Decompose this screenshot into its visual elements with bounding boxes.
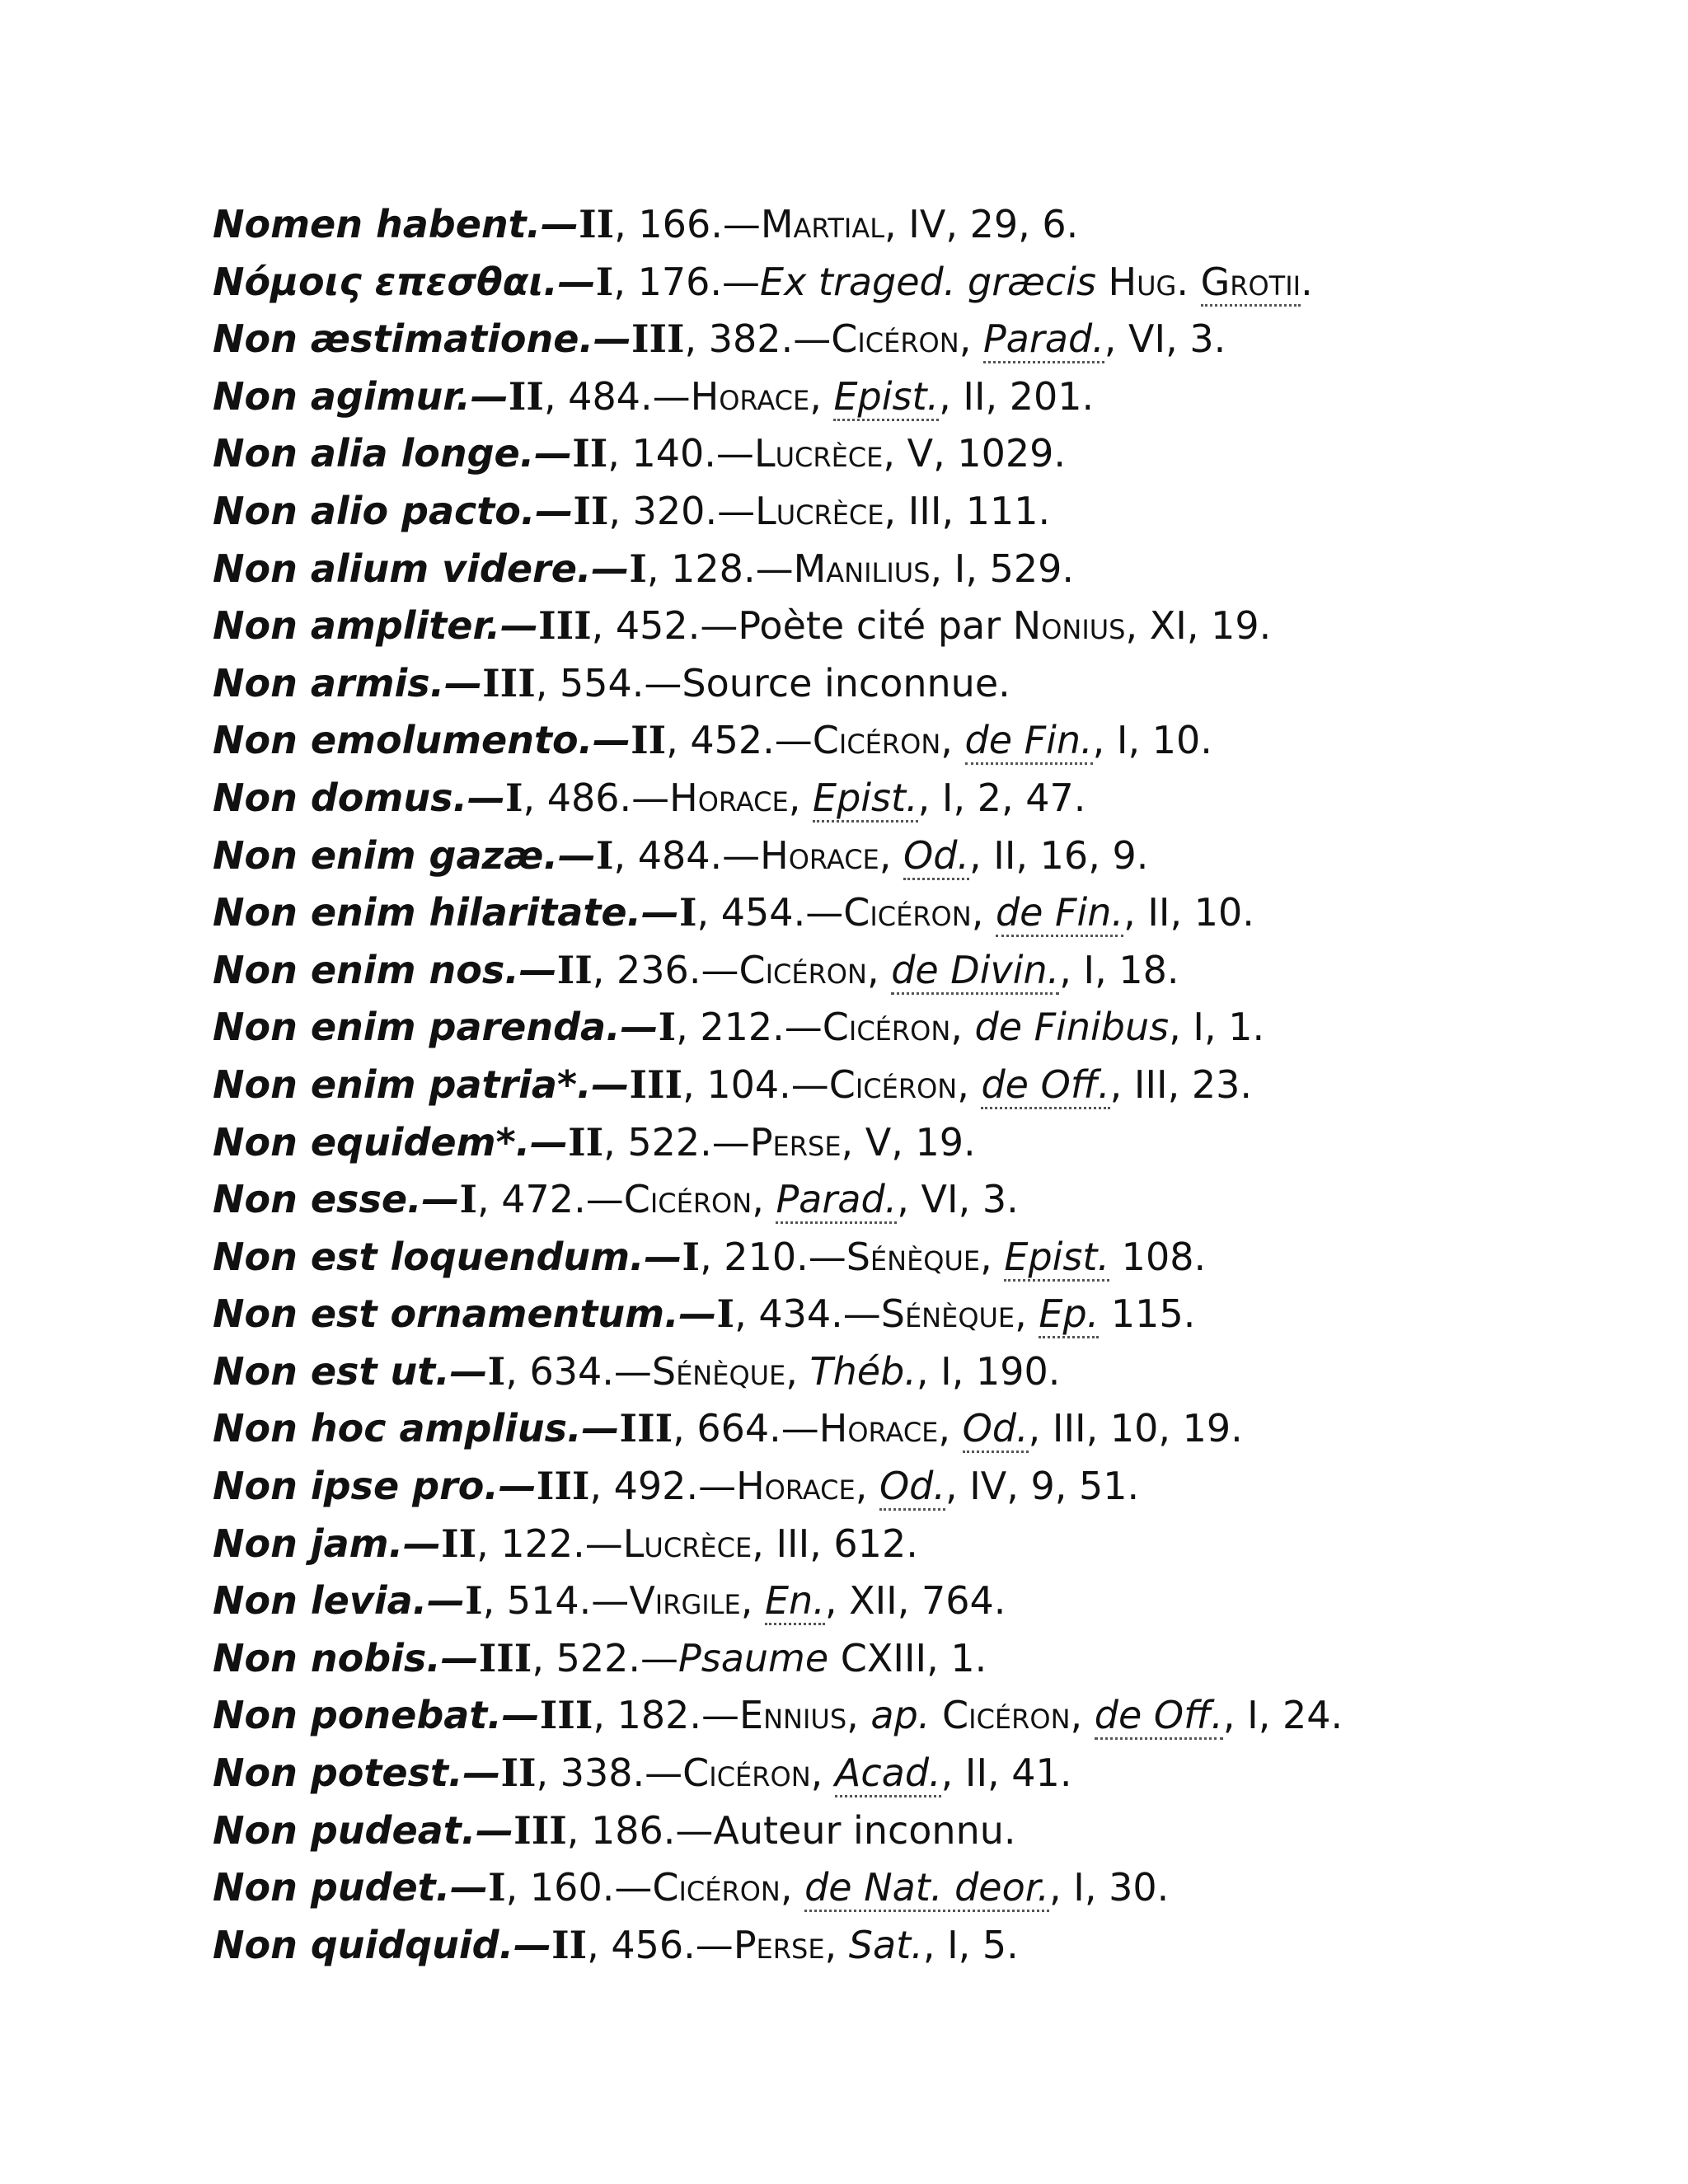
entry-reference-text: , [855,1464,879,1509]
entry-reference-text: , [980,1234,1005,1279]
entry-volume: I [459,1177,478,1222]
author-name: Horace [760,832,879,878]
abbreviation-link[interactable]: Od. [963,1406,1029,1453]
entry-volume: I [629,546,647,591]
abbreviation-link[interactable]: Acad. [835,1750,941,1797]
entry-reference-text: , [810,1750,835,1796]
entry-reference-text: , [809,373,834,419]
entry-reference-text: , 522.— [532,1635,678,1680]
index-entry [213,1687,1630,1745]
author-name: Nonius [1012,603,1126,649]
entry-lemma: Νόμοις επεσθαι. [213,259,558,304]
entry-lemma: Non est ut. [213,1348,450,1394]
entry-reference-text: , II, 201. [939,373,1095,419]
abbreviation-link[interactable]: Parad. [983,316,1104,363]
author-name: Manilius [793,546,931,591]
entry-reference-text: , [780,1865,805,1910]
entry-volume: I [682,1234,701,1279]
author-name: Virgile [629,1578,741,1624]
entry-reference-text: 108. [1109,1234,1207,1279]
entry-reference-text: , [940,718,965,763]
entry-volume: I [716,1291,735,1337]
entry-reference-text [930,1693,942,1737]
entry-reference-text: , 166.— [614,202,761,246]
entry-reference-text: , 338.— [536,1750,683,1796]
entry-dash: — [462,1750,501,1796]
entry-reference-text: , [752,1177,776,1222]
entry-volume: I [658,1005,677,1050]
abbreviation-link[interactable]: Od. [879,1464,945,1511]
entry-reference-text: 115. [1099,1291,1196,1337]
entry-lemma: Nomen habent. [213,202,542,246]
entry-volume: II [551,1922,588,1967]
entry-reference-text: , 472.— [477,1177,624,1222]
entry-reference-text: , I, 529. [930,546,1075,591]
index-entry [213,311,1630,368]
entry-reference-text: , 452.—Poète cité par [591,603,1013,649]
entry-volume: II [631,718,667,763]
entry-reference-text: , [879,832,904,878]
entry-dash: — [534,431,573,476]
abbreviation-link[interactable]: Grotii [1201,260,1301,307]
entry-reference-text: , V, 19. [841,1119,976,1165]
index-entry [213,196,1630,254]
author-name: Sénèque [880,1291,1015,1337]
author-name: Sénèque [651,1348,786,1394]
entry-reference-text: , [1070,1693,1095,1738]
abbreviation-link[interactable]: Epist. [813,776,918,823]
index-entry [213,1802,1630,1860]
index-entry [213,1859,1630,1917]
work-title: Théb. [809,1348,917,1394]
index-entry [213,884,1630,942]
author-name: Cicéron [812,718,941,763]
entry-reference-text: , XI, 19. [1125,603,1272,649]
entry-lemma: Non ipse pro. [213,1464,499,1509]
entry-reference-text: , II, 10. [1123,890,1254,935]
entry-dash: — [444,660,483,705]
entry-lemma: Non est loquendum. [213,1234,645,1279]
author-name: Cicéron [843,890,972,935]
entry-lemma: Non quidquid. [213,1922,514,1967]
author-name: Horace [818,1406,939,1451]
entry-reference-text: , [938,1406,963,1451]
entry-dash: — [476,1807,514,1853]
entry-reference-text: , 452.— [666,718,813,763]
entry-reference-text: , II, 16, 9. [969,832,1149,878]
author-name: Hug [1108,259,1177,304]
entry-dash: — [581,1406,620,1451]
entry-reference-text: , [959,316,983,362]
index-entry [213,598,1630,655]
entry-volume: I [595,259,614,304]
index-entry [213,942,1630,1000]
author-name: Cicéron [831,316,959,362]
work-title: ap. [870,1693,931,1738]
index-entry [213,1400,1630,1458]
entry-reference-text: , [846,1693,871,1738]
entry-lemma: Non potest. [213,1750,463,1796]
entry-volume: I [504,775,523,820]
author-name: Cicéron [623,1177,753,1222]
entry-lemma: Non pudet. [213,1865,451,1910]
author-name: Cicéron [822,1005,951,1050]
entry-dash: — [440,1635,479,1680]
entry-dash: — [467,775,505,820]
entry-dash: — [557,259,596,304]
abbreviation-link[interactable]: de Divin. [891,948,1059,995]
entry-lemma: Non hoc amplius. [213,1406,582,1451]
entry-dash: — [641,890,679,935]
index-entry [213,1630,1630,1688]
work-title: Psaume [678,1635,829,1680]
index-entry [213,827,1630,885]
entry-reference-text: , 554.—Source inconnue. [535,660,1010,705]
entry-lemma: Non agimur. [213,373,471,419]
author-name: Cicéron [682,1750,811,1796]
entry-dash: — [620,1005,659,1050]
entry-reference-text: , 212.— [676,1005,823,1050]
entry-volume: II [579,202,615,246]
entry-reference-text: , I, 190. [916,1348,1061,1394]
entry-lemma: Non equidem*. [213,1119,531,1165]
entry-reference-text: . [1301,259,1313,304]
entry-dash: — [535,488,574,533]
entry-volume: II [573,488,609,533]
entry-dash: — [470,373,509,419]
entry-volume: III [478,1635,532,1680]
index-entry [213,1114,1630,1172]
entry-reference-text: , 128.— [646,546,794,591]
entry-reference-text: , 484.— [613,832,761,878]
entry-reference-text: , 320.— [608,488,756,533]
entry-dash: — [591,546,630,591]
index-entry [213,1516,1630,1573]
entry-reference-text: , I, 10. [1092,718,1212,763]
author-name: Perse [733,1922,825,1967]
entry-lemma: Non domus. [213,775,467,820]
entry-dash: — [501,1693,540,1738]
entry-lemma: Non alia longe. [213,431,535,476]
entry-dash: — [513,1922,552,1967]
abbreviation-link[interactable]: Od. [903,833,969,880]
entry-reference-text: , [788,775,813,820]
entry-reference-text [1096,260,1109,304]
entry-reference-text: , 486.— [523,775,670,820]
entry-lemma: Non ampliter. [213,603,501,649]
work-title: de Finibus [974,1005,1170,1050]
entry-dash: — [449,1348,488,1394]
author-name: Cicéron [738,947,867,992]
entry-reference-text: , IV, 29, 6. [884,202,1079,246]
entry-reference-text: CXIII, 1. [828,1635,987,1680]
entry-reference-text: , I, 24. [1222,1693,1343,1738]
index-entry [213,655,1630,713]
citation-index [213,196,1630,1974]
entry-volume: I [465,1578,483,1624]
entry-lemma: Non enim hilaritate. [213,890,641,935]
entry-lemma: Non est ornamentum. [213,1291,679,1337]
author-name: Ennius [739,1693,847,1738]
entry-lemma: Non alium videre. [213,546,592,591]
entry-reference-text: , 182.— [593,1693,740,1738]
entry-lemma: Non enim patria*. [213,1062,592,1107]
entry-dash: — [678,1291,717,1337]
entry-reference-text: , I, 18. [1059,947,1179,992]
entry-lemma: Non emolumento. [213,718,593,763]
index-entry [213,1572,1630,1630]
entry-reference-text: , 664.— [673,1406,819,1451]
entry-reference-text: , I, 2, 47. [917,775,1086,820]
entry-reference-text: , 514.— [482,1578,630,1624]
entry-reference-text: , [824,1922,849,1967]
entry-volume: III [629,1062,683,1107]
entry-reference-text: , 186.—Auteur inconnu. [566,1807,1016,1853]
author-name: Horace [736,1464,856,1509]
entry-reference-text: , 456.— [587,1922,734,1967]
abbreviation-link[interactable]: Ep. [1039,1291,1099,1338]
entry-volume: II [500,1750,537,1796]
index-entry [213,770,1630,827]
entry-dash: — [518,947,557,992]
index-entry [213,999,1630,1057]
entry-reference-text: , IV, 9, 51. [945,1464,1140,1509]
entry-reference-text: , [957,1062,982,1107]
entry-volume: I [487,1348,506,1394]
entry-reference-text: , 236.— [592,947,739,992]
author-name: Martial [760,202,885,246]
entry-dash: — [644,1234,682,1279]
entry-reference-text: , 104.— [682,1062,829,1107]
entry-dash: — [541,202,579,246]
entry-dash: — [530,1119,569,1165]
index-entry [213,1343,1630,1401]
entry-reference-text: , 122.— [476,1521,623,1566]
index-entry [213,1057,1630,1114]
entry-lemma: Non armis. [213,660,445,705]
entry-lemma: Non enim gazæ. [213,832,558,878]
entry-reference-text: , 140.— [607,431,754,476]
index-entry [213,1286,1630,1343]
abbreviation-link[interactable]: En. [765,1578,825,1625]
entry-reference-text: , 382.— [684,316,832,362]
author-name: Cicéron [828,1062,958,1107]
entry-dash: — [500,603,539,649]
entry-reference-text: , 484.— [543,373,691,419]
entry-reference-text: , 434.— [734,1291,881,1337]
entry-reference-text: , 522.— [603,1119,750,1165]
entry-dash: — [593,718,631,763]
entry-reference-text: , 634.— [505,1348,652,1394]
entry-reference-text: , [866,947,892,992]
entry-reference-text: , 454.— [696,890,844,935]
entry-dash: — [450,1865,489,1910]
entry-dash: — [498,1464,537,1509]
entry-reference-text: , [1015,1291,1039,1337]
entry-reference-text: , V, 1029. [883,431,1067,476]
entry-lemma: Non levia. [213,1578,428,1624]
entry-volume: II [568,1119,604,1165]
entry-volume: I [679,890,697,935]
entry-lemma: Non esse. [213,1177,422,1222]
entry-reference-text: , III, 10, 19. [1028,1406,1243,1451]
abbreviation-link[interactable]: de Off. [981,1062,1109,1109]
entry-dash: — [421,1177,460,1222]
entry-volume: I [488,1865,506,1910]
author-name: Horace [669,775,789,820]
entry-lemma: Non enim nos. [213,947,519,992]
entry-volume: III [482,660,536,705]
author-name: Cicéron [942,1693,1071,1738]
index-entry [213,368,1630,426]
entry-reference-text: , III, 111. [884,488,1051,533]
entry-reference-text: , [971,890,996,935]
author-name: Cicéron [652,1865,781,1910]
entry-volume: II [441,1521,477,1566]
work-title: Sat. [848,1922,923,1967]
author-name: Perse [749,1119,842,1165]
index-entry [213,712,1630,770]
entry-reference-text: , I, 1. [1169,1005,1265,1050]
author-name: Sénèque [846,1234,981,1279]
entry-volume: I [595,832,614,878]
entry-reference-text: , II, 41. [940,1750,1072,1796]
entry-volume: III [619,1406,673,1451]
index-entry [213,254,1630,312]
index-entry [213,1171,1630,1229]
entry-reference-text: , XII, 764. [824,1578,1006,1624]
entry-lemma: Non ponebat. [213,1693,502,1738]
entry-reference-text: , 492.— [589,1464,737,1509]
entry-reference-text: , III, 612. [752,1521,918,1566]
index-entry [213,1229,1630,1286]
abbreviation-link[interactable]: de Off. [1095,1693,1223,1740]
abbreviation-link[interactable]: Parad. [776,1177,897,1224]
author-name: Lucrèce [622,1521,753,1566]
abbreviation-link[interactable]: Epist. [1004,1235,1109,1282]
entry-reference-text: . [1176,259,1201,304]
entry-volume: II [556,947,593,992]
entry-reference-text: , VI, 3. [897,1177,1019,1222]
index-entry [213,425,1630,483]
index-entry [213,483,1630,541]
entry-reference-text: , [785,1348,810,1394]
entry-reference-text: , [950,1005,975,1050]
abbreviation-link[interactable]: de Fin. [996,890,1123,937]
entry-lemma: Non æstimatione. [213,316,593,362]
author-name: Horace [690,373,810,419]
entry-reference-text: , I, 5. [922,1922,1019,1967]
entry-lemma: Non enim parenda. [213,1005,621,1050]
index-entry [213,1458,1630,1516]
entry-volume: III [631,316,685,362]
entry-volume: III [513,1807,567,1853]
entry-volume: III [536,1464,590,1509]
entry-reference-text: , 176.— [613,259,760,304]
abbreviation-link[interactable]: de Fin. [965,718,1093,765]
entry-dash: — [427,1578,466,1624]
entry-lemma: Non jam. [213,1521,404,1566]
entry-volume: III [538,603,592,649]
entry-dash: — [557,832,596,878]
index-entry [213,1917,1630,1975]
author-name: Lucrèce [755,488,884,533]
author-name: Lucrèce [753,431,884,476]
entry-reference-text: , 210.— [700,1234,846,1279]
entry-volume: III [539,1693,593,1738]
entry-reference-text: , III, 23. [1109,1062,1252,1107]
abbreviation-link[interactable]: de Nat. deor. [804,1865,1049,1912]
entry-reference-text: , I, 30. [1049,1865,1170,1910]
entry-lemma: Non nobis. [213,1635,441,1680]
entry-reference-text: , [740,1578,765,1624]
abbreviation-link[interactable]: Epist. [833,374,939,421]
work-title: Ex traged. græcis [760,259,1096,304]
entry-reference-text: , VI, 3. [1104,316,1226,362]
entry-lemma: Non pudeat. [213,1807,476,1853]
entry-volume: II [508,373,544,419]
entry-dash: — [403,1521,442,1566]
entry-volume: II [572,431,608,476]
entry-dash: — [591,1062,630,1107]
index-entry [213,1745,1630,1802]
entry-lemma: Non alio pacto. [213,488,536,533]
entry-reference-text: , 160.— [505,1865,653,1910]
entry-dash: — [593,316,631,362]
index-entry [213,541,1630,598]
